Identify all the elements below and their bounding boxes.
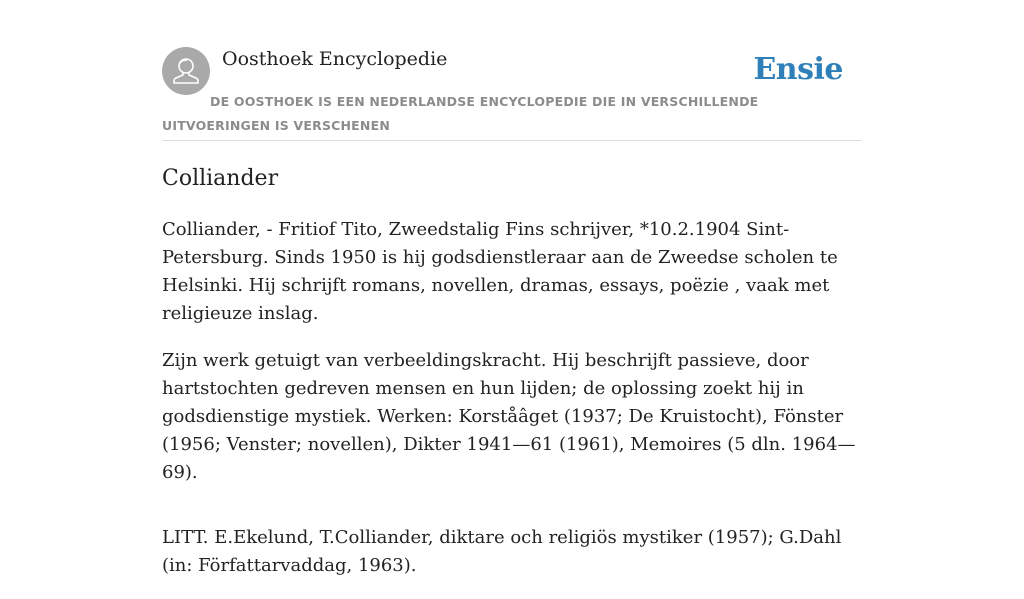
source-name[interactable]: Oosthoek Encyclopedie	[222, 48, 448, 70]
source-header	[162, 46, 862, 141]
user-icon	[162, 47, 210, 95]
article-title: Colliander	[162, 166, 279, 191]
avatar[interactable]	[162, 47, 210, 95]
article-paragraph: Zijn werk getuigt van verbeeldingskracht. Hij beschrijft passieve, door hartstochten gedreven mensen en hun lijden; de oplossing zoekt hij in godsdienstige mystiek. Werken: Korståâget (1937; De Kruistocht), Fönster (1956; Venster; novellen), Dikter 1941—61 (1961), Memoires (5 dln. 1964—69).	[162, 350, 856, 483]
brand-logo[interactable]: Ensie	[753, 52, 843, 87]
article-body	[162, 216, 862, 599]
literature-paragraph: LITT. E.Ekelund, T.Colliander, diktare och religiös mystiker (1957); G.Dahl (in: Författarvaddag, 1963).	[162, 527, 842, 576]
article-paragraph: Colliander, - Fritiof Tito, Zweedstalig Fins schrijver, *10.2.1904 Sint-Petersburg. Sinds 1950 is hij godsdienstleraar aan de Zweedse scholen te Helsinki. Hij schrijft romans, novellen, dramas, essays, poëzie , vaak met religieuze inslag.	[162, 219, 838, 324]
source-tagline: DE OOSTHOEK IS EEN NEDERLANDSE ENCYCLOPEDIE DIE IN VERSCHILLENDE UITVOERINGEN IS VERSCHENEN	[162, 94, 759, 133]
